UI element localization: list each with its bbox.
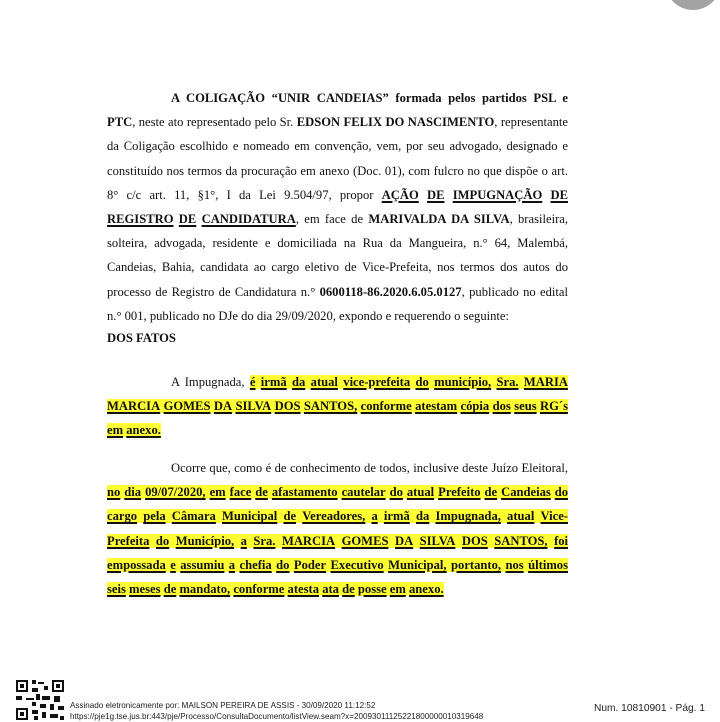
- highlighted-word: GOMES: [341, 533, 389, 548]
- highlighted-word: dos: [492, 399, 511, 414]
- highlighted-word: atesta: [287, 582, 320, 597]
- highlighted-word: dia: [124, 485, 142, 500]
- highlighted-word: Prefeito: [438, 485, 481, 500]
- highlighted-word: MARIA: [523, 375, 568, 389]
- highlighted-word: de: [255, 485, 268, 500]
- highlighted-word: do: [276, 557, 290, 572]
- highlighted-word: do: [415, 375, 429, 389]
- highlighted-word: do: [389, 485, 403, 500]
- signed-by-text: Assinado eletronicamente por: MAILSON PEREIRA DE ASSIS - 30/09/2020 11:12:52: [70, 701, 376, 710]
- text-segment: , representante da Coligação escolhido e nomeado em convenção, vem, por seu advogado, designado e constituído nos termos da procuração em anexo (Doc. 01), com fulcro no que dispõe o art. 8° c/c art. 11, §1°, I da Lei 9.504/97, propor: [107, 115, 568, 202]
- text-segment: , publicado no edital n.° 001, publicado no DJe do dia 29/09/2020, expondo e requerendo o seguinte:: [107, 284, 568, 323]
- text-segment: , em face de: [295, 212, 369, 227]
- highlighted-word: atual: [406, 485, 435, 500]
- highlighted-word: irmã: [260, 375, 287, 389]
- text-segment: A Impugnada,: [171, 375, 250, 389]
- highlighted-word: conforme: [360, 399, 412, 414]
- highlighted-word: 09/07/2020,: [145, 485, 206, 500]
- document-url-link[interactable]: https://pje1g.tse.jus.br:443/pje/Processo/ConsultaDocumento/listView.seam?x=20093011125221800000010319648: [70, 712, 484, 721]
- highlighted-word: de: [163, 582, 177, 597]
- highlighted-word: de: [283, 509, 297, 524]
- action-word: IMPUGNAÇÃO: [452, 187, 543, 202]
- text-segment: , neste ato representado pelo Sr.: [132, 115, 297, 130]
- highlighted-word: DA: [213, 399, 233, 414]
- highlighted-word: chefia: [239, 557, 272, 572]
- highlighted-word: é: [249, 375, 256, 389]
- highlighted-word: foi: [554, 533, 569, 548]
- highlighted-word: de: [342, 582, 355, 597]
- highlighted-word: e: [170, 557, 176, 572]
- representative-name: EDSON FELIX DO NASCIMENTO: [296, 115, 495, 130]
- highlighted-word: posse: [357, 582, 387, 597]
- highlighted-word: RG´s: [540, 399, 569, 414]
- highlighted-word: do: [554, 485, 569, 500]
- highlighted-word: assumiu: [180, 557, 225, 572]
- action-word: DE: [178, 212, 197, 227]
- highlighted-word: vice-prefeita: [343, 375, 411, 389]
- highlighted-word: SANTOS,: [303, 399, 358, 414]
- highlighted-word: irmã: [383, 509, 410, 524]
- text-segment: , brasileira, solteira, advogada, residente e domiciliada na Rua da Mangueira, n.° 64, Malembá, Candeias, Bahia, candidata ao cargo eletivo de Vice-Prefeita, nos termos dos autos do processo de Registro de Candidatura n.°: [107, 212, 569, 299]
- highlighted-word: anexo.: [126, 423, 161, 438]
- highlighted-word: em: [209, 485, 226, 500]
- highlighted-word: em: [107, 423, 124, 438]
- highlighted-word: atestam: [415, 399, 458, 414]
- qr-code-icon: [14, 678, 66, 722]
- highlighted-word: Sra.: [496, 375, 519, 389]
- highlighted-word: cautelar: [341, 485, 386, 500]
- highlighted-word: a: [228, 557, 236, 572]
- highlighted-word: Vice-Prefeita: [107, 509, 568, 548]
- highlighted-word: pela: [143, 509, 166, 524]
- highlighted-word: atual: [310, 375, 338, 389]
- highlighted-word: DOS: [461, 533, 488, 548]
- highlighted-word: SILVA: [235, 399, 272, 414]
- signature-info: [70, 700, 483, 722]
- action-word: DE: [427, 187, 445, 202]
- highlighted-word: Impugnada,: [435, 509, 501, 524]
- action-word: CANDIDATURA: [201, 212, 296, 227]
- highlighted-word: meses: [129, 582, 161, 597]
- action-word: DE: [550, 187, 568, 202]
- highlighted-word: da: [292, 375, 306, 389]
- corner-circle-button[interactable]: [665, 0, 720, 10]
- highlighted-word: DA: [394, 533, 414, 548]
- highlighted-word: Executivo: [330, 557, 384, 572]
- highlighted-word: município,: [434, 375, 492, 389]
- highlighted-word: GOMES: [163, 399, 211, 414]
- page-number: Num. 10810901 - Pág. 1: [594, 703, 706, 714]
- highlighted-word: anexo.: [409, 582, 444, 597]
- highlighted-word: portanto,: [451, 557, 502, 572]
- text-segment: Ocorre que, como é de conhecimento de todos, inclusive deste Juízo Eleitoral,: [171, 461, 568, 475]
- highlighted-word: Câmara: [171, 509, 216, 524]
- highlighted-word: empossada: [107, 557, 166, 572]
- highlighted-word: seis: [107, 582, 126, 597]
- highlighted-word: MARCIA: [281, 533, 336, 548]
- highlighted-text: [107, 485, 568, 596]
- highlighted-word: ata: [322, 582, 339, 597]
- highlighted-word: SILVA: [419, 533, 456, 548]
- action-word: REGISTRO: [107, 212, 174, 227]
- highlighted-word: da: [415, 509, 430, 524]
- highlighted-word: a: [371, 509, 378, 524]
- paragraph-intro: [107, 86, 568, 328]
- highlighted-word: cargo: [107, 509, 138, 524]
- highlighted-word: face: [229, 485, 252, 500]
- highlighted-word: a: [240, 533, 247, 548]
- highlighted-word: conforme: [233, 582, 285, 597]
- highlighted-word: Poder: [293, 557, 327, 572]
- highlighted-word: Candeias: [501, 485, 551, 500]
- highlighted-word: nos: [505, 557, 524, 572]
- action-word: AÇÃO: [381, 187, 419, 202]
- highlighted-word: últimos: [528, 557, 569, 572]
- section-heading: DOS FATOS: [107, 331, 176, 345]
- highlighted-word: DOS: [274, 399, 301, 414]
- process-number: 0600118-86.2020.6.05.0127: [319, 284, 462, 299]
- highlighted-word: cópia: [460, 399, 490, 414]
- highlighted-word: Sra.: [253, 533, 276, 548]
- highlighted-word: Municipal,: [388, 557, 447, 572]
- highlighted-word: do: [155, 533, 170, 548]
- defendant-name: MARIVALDA DA SILVA: [368, 212, 510, 227]
- paragraph-facts-2: [107, 456, 568, 601]
- highlighted-word: atual: [507, 509, 535, 524]
- highlighted-word: Município,: [175, 533, 235, 548]
- paragraph-facts-1: [107, 370, 568, 443]
- highlighted-word: SANTOS,: [494, 533, 548, 548]
- highlighted-word: Municipal: [222, 509, 278, 524]
- highlighted-word: Vereadores,: [302, 509, 366, 524]
- highlighted-word: mandato,: [179, 582, 231, 597]
- highlighted-word: afastamento: [271, 485, 338, 500]
- highlighted-word: em: [389, 582, 406, 597]
- highlighted-word: seus: [514, 399, 537, 414]
- coalition-name: A COLIGAÇÃO “UNIR CANDEIAS” formada pelos partidos PSL e PTC: [107, 91, 568, 130]
- highlighted-word: de: [484, 485, 498, 500]
- highlighted-word: MARCIA: [107, 399, 161, 414]
- highlighted-word: no: [107, 485, 121, 500]
- signature-footer: [0, 676, 720, 720]
